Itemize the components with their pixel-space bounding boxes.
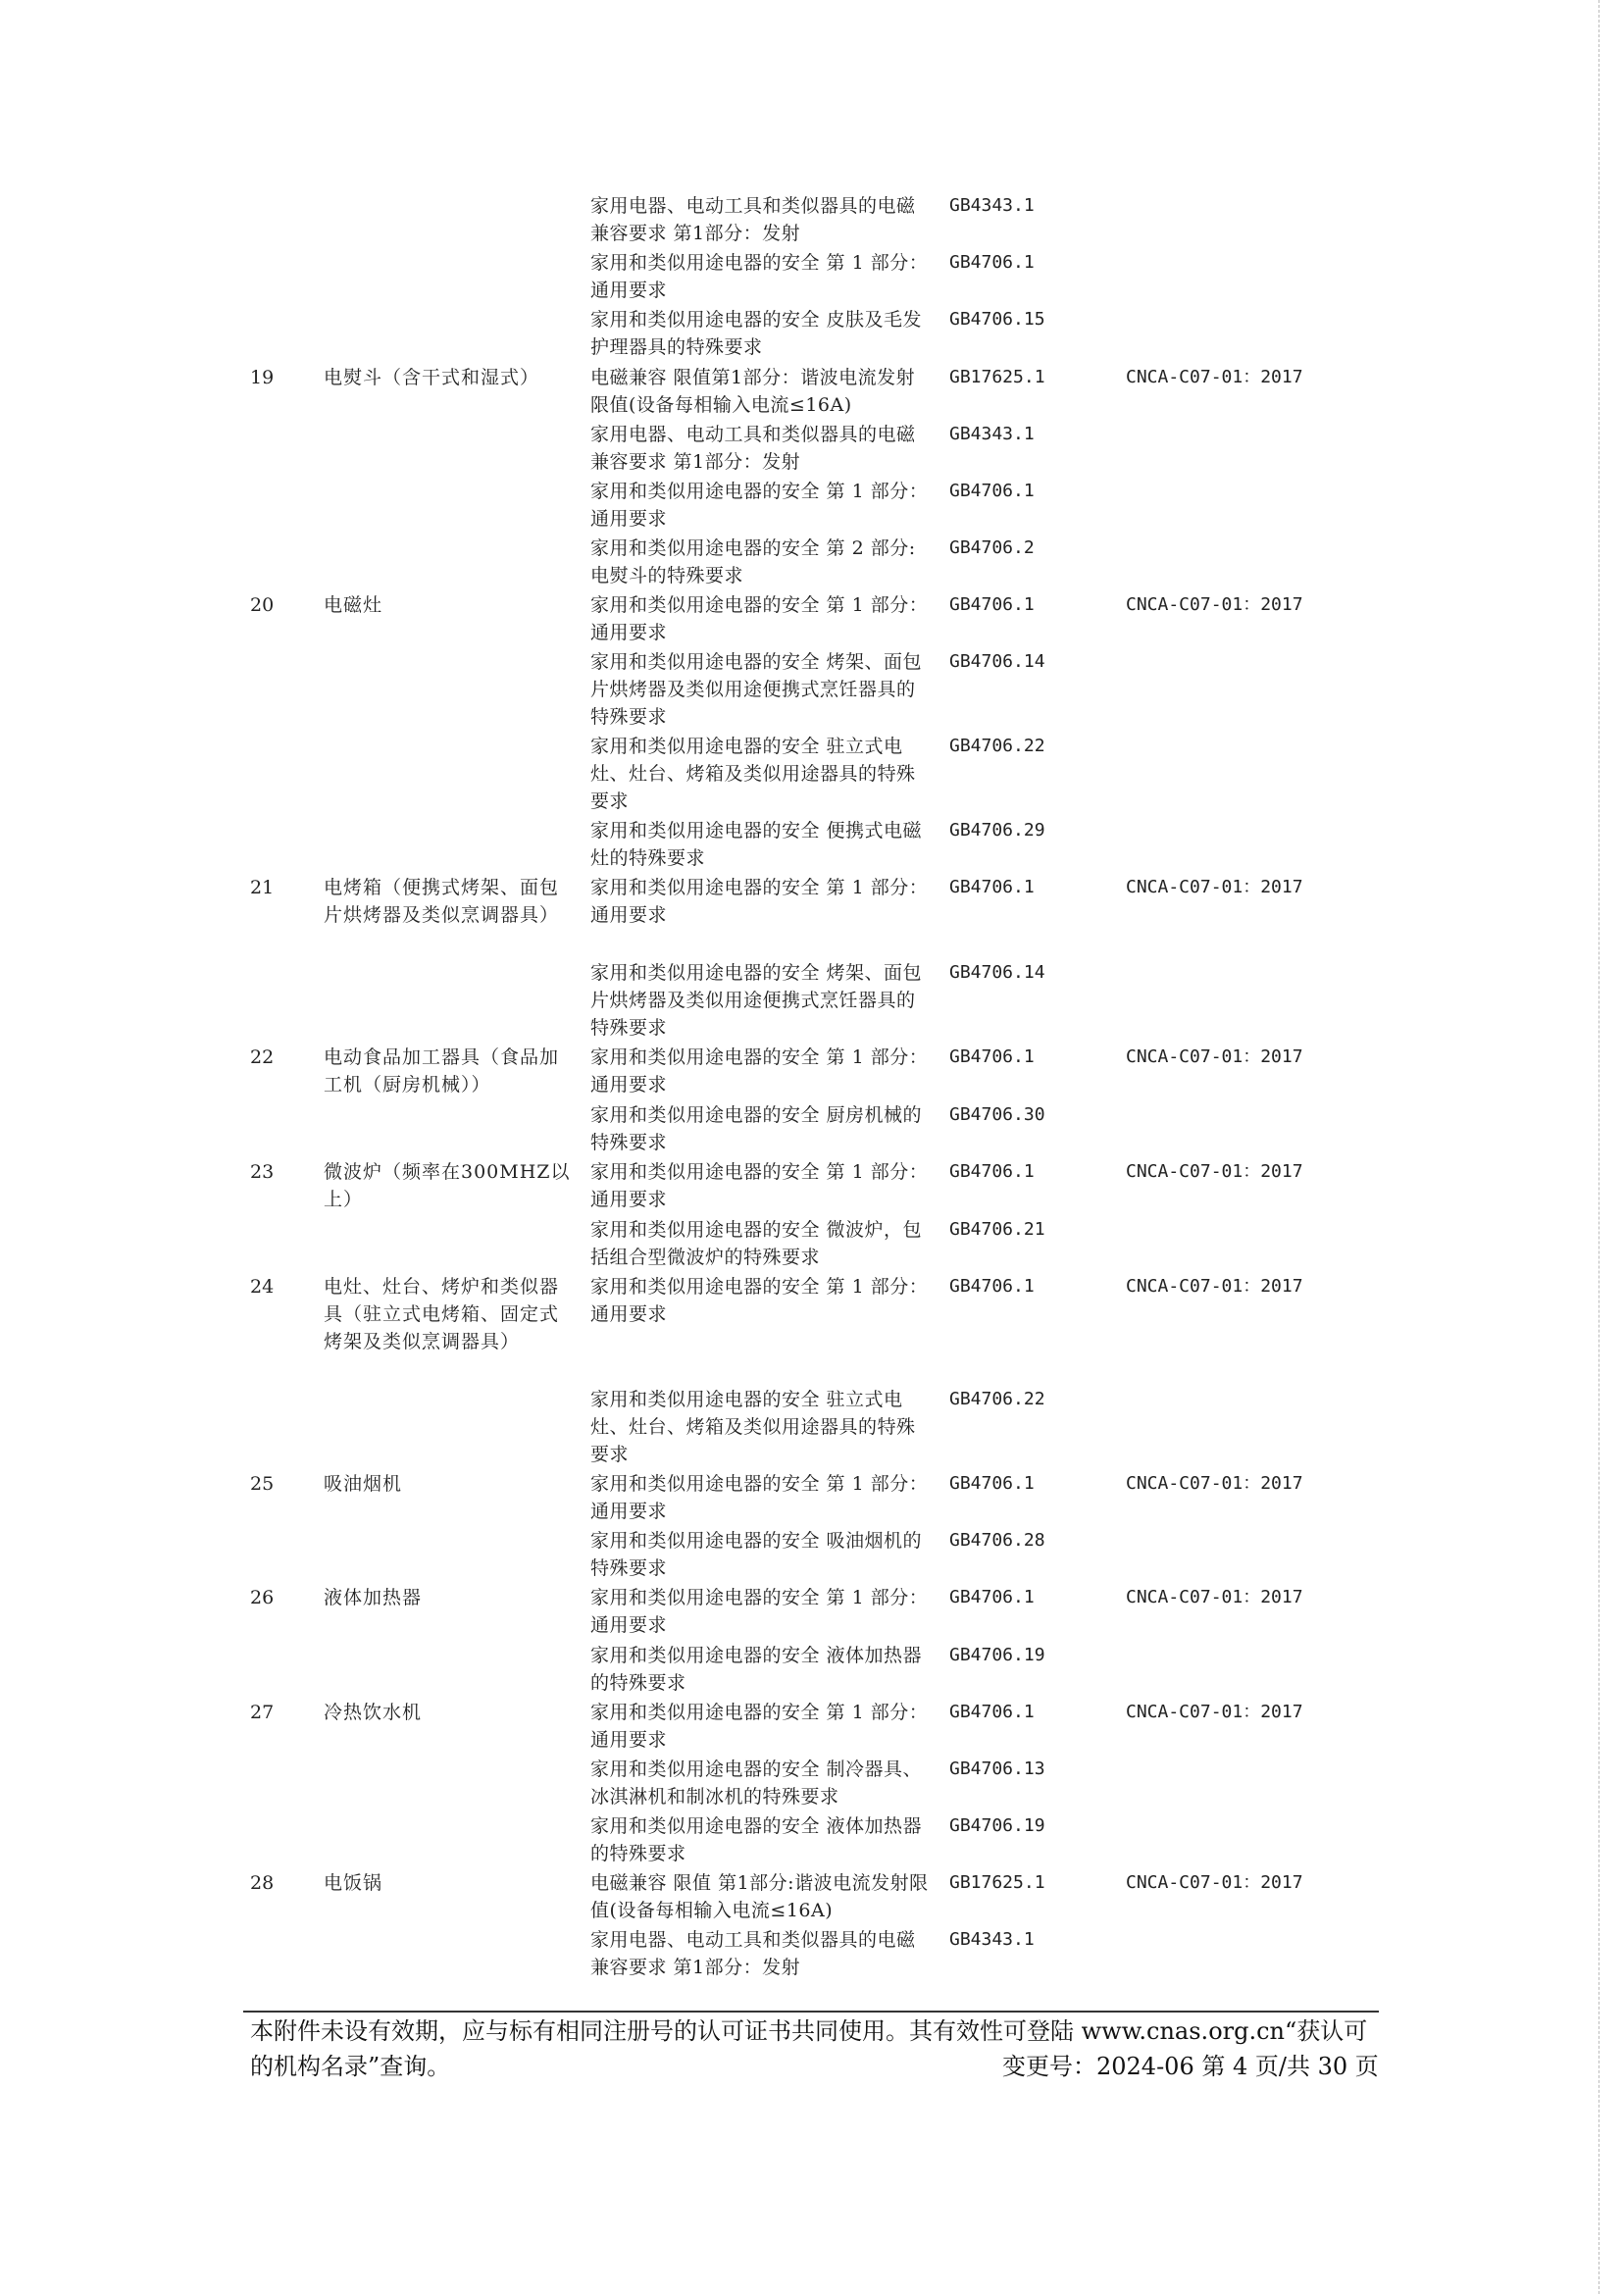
table-row bbox=[0, 1756, 1624, 1812]
footer-validity-note-cont: 的机构名录”查询。 bbox=[250, 2053, 451, 2080]
table-row bbox=[0, 1044, 1624, 1101]
item-number: 26 bbox=[250, 1587, 275, 1608]
table-row bbox=[0, 1926, 1624, 1983]
standard-name: 家用和类似用途电器的安全 便携式电磁灶的特殊要求 bbox=[590, 820, 923, 869]
item-number: 20 bbox=[250, 594, 275, 616]
footer-validity-note: 本附件未设有效期，应与标有相同注册号的认可证书共同使用。其有效性可登陆 www.cnas.org.cn“获认可 bbox=[250, 2017, 1368, 2045]
standard-name: 家用和类似用途电器的安全 液体加热器的特殊要求 bbox=[590, 1645, 923, 1694]
standard-name: 家用和类似用途电器的安全 第 1 部分：通用要求 bbox=[590, 1046, 929, 1096]
item-number: 24 bbox=[250, 1276, 275, 1298]
standard-name: 家用电器、电动工具和类似器具的电磁兼容要求 第1部分：发射 bbox=[590, 1929, 916, 1978]
standard-code: GB4706.21 bbox=[949, 1219, 1045, 1240]
standard-code: GB4706.1 bbox=[949, 1473, 1035, 1494]
standard-code: GB4706.22 bbox=[949, 1389, 1045, 1409]
table-row bbox=[0, 1584, 1624, 1642]
standard-name: 家用和类似用途电器的安全 制冷器具、冰淇淋机和制冰机的特殊要求 bbox=[590, 1759, 923, 1808]
item-number: 22 bbox=[250, 1046, 275, 1068]
product-name: 液体加热器 bbox=[324, 1587, 423, 1608]
standard-code: GB4706.22 bbox=[949, 736, 1045, 756]
implementation-rule: CNCA-C07-01：2017 bbox=[1126, 1276, 1303, 1297]
standard-code: GB17625.1 bbox=[949, 1872, 1045, 1893]
table-row bbox=[0, 1386, 1624, 1470]
standard-name: 家用和类似用途电器的安全 第 1 部分：通用要求 bbox=[590, 877, 929, 926]
implementation-rule: CNCA-C07-01：2017 bbox=[1126, 1702, 1303, 1722]
product-name: 电烤箱（便携式烤架、面包片烘烤器及类似烹调器具） bbox=[324, 877, 560, 926]
standard-name: 家用和类似用途电器的安全 第 1 部分：通用要求 bbox=[590, 1161, 929, 1210]
implementation-rule: CNCA-C07-01：2017 bbox=[1126, 1587, 1303, 1607]
implementation-rule: CNCA-C07-01：2017 bbox=[1126, 877, 1303, 897]
standard-code: GB4706.1 bbox=[949, 1587, 1035, 1607]
table-row bbox=[0, 192, 1624, 249]
standard-name: 家用和类似用途电器的安全 烤架、面包片烘烤器及类似用途便携式烹饪器具的特殊要求 bbox=[590, 962, 923, 1039]
footer-page-info: 变更号：2024-06 第 4 页/共 30 页 bbox=[1002, 2053, 1379, 2080]
item-number: 23 bbox=[250, 1161, 275, 1183]
product-name: 电饭锅 bbox=[324, 1872, 383, 1894]
standard-name: 家用和类似用途电器的安全 第 1 部分：通用要求 bbox=[590, 1473, 929, 1522]
table-row bbox=[0, 817, 1624, 874]
implementation-rule: CNCA-C07-01：2017 bbox=[1126, 1161, 1303, 1182]
standard-name: 家用电器、电动工具和类似器具的电磁兼容要求 第1部分：发射 bbox=[590, 195, 916, 244]
standard-code: GB4706.14 bbox=[949, 651, 1045, 672]
standard-name: 家用和类似用途电器的安全 厨房机械的特殊要求 bbox=[590, 1104, 923, 1153]
standard-name: 家用和类似用途电器的安全 第 1 部分：通用要求 bbox=[590, 1276, 929, 1325]
standard-code: GB4343.1 bbox=[949, 1929, 1035, 1950]
table-row bbox=[0, 648, 1624, 733]
standard-code: GB4706.1 bbox=[949, 877, 1035, 897]
item-number: 27 bbox=[250, 1702, 275, 1723]
table-row bbox=[0, 1470, 1624, 1527]
standard-code: GB4706.1 bbox=[949, 1702, 1035, 1722]
standard-code: GB4706.28 bbox=[949, 1530, 1045, 1551]
standard-name: 电磁兼容 限值第1部分：谐波电流发射限值(设备每相输入电流≤16A) bbox=[590, 367, 916, 416]
standard-code: GB4706.1 bbox=[949, 252, 1035, 273]
standard-code: GB4706.13 bbox=[949, 1759, 1045, 1779]
table-row bbox=[0, 1273, 1624, 1386]
table-row bbox=[0, 364, 1624, 421]
table-row bbox=[0, 959, 1624, 1044]
standard-name: 家用电器、电动工具和类似器具的电磁兼容要求 第1部分：发射 bbox=[590, 424, 916, 473]
standard-code: GB4343.1 bbox=[949, 424, 1035, 444]
product-name: 电磁灶 bbox=[324, 594, 383, 616]
standard-code: GB4706.14 bbox=[949, 962, 1045, 983]
standard-code: GB4343.1 bbox=[949, 195, 1035, 216]
table-row bbox=[0, 591, 1624, 648]
standard-code: GB4706.1 bbox=[949, 481, 1035, 501]
implementation-rule: CNCA-C07-01：2017 bbox=[1126, 1872, 1303, 1893]
standard-code: GB4706.1 bbox=[949, 1046, 1035, 1067]
item-number: 19 bbox=[250, 367, 275, 388]
table-row bbox=[0, 1527, 1624, 1584]
standard-name: 家用和类似用途电器的安全 吸油烟机的特殊要求 bbox=[590, 1530, 923, 1579]
item-number: 21 bbox=[250, 877, 275, 898]
table-row bbox=[0, 1869, 1624, 1926]
table-row bbox=[0, 1812, 1624, 1869]
table-row bbox=[0, 1158, 1624, 1216]
product-name: 电灶、灶台、烤炉和类似器具（驻立式电烤箱、固定式烤架及类似烹调器具） bbox=[324, 1276, 560, 1352]
standard-code: GB4706.15 bbox=[949, 309, 1045, 330]
standard-name: 家用和类似用途电器的安全 第 1 部分：通用要求 bbox=[590, 481, 929, 530]
table-row bbox=[0, 249, 1624, 306]
table-row bbox=[0, 535, 1624, 591]
standard-name: 家用和类似用途电器的安全 第 2 部分:电熨斗的特殊要求 bbox=[590, 537, 916, 586]
standard-name: 家用和类似用途电器的安全 微波炉，包括组合型微波炉的特殊要求 bbox=[590, 1219, 923, 1268]
table-row bbox=[0, 306, 1624, 364]
table-row bbox=[0, 421, 1624, 478]
standard-name: 家用和类似用途电器的安全 第 1 部分：通用要求 bbox=[590, 1702, 929, 1751]
standard-name: 家用和类似用途电器的安全 皮肤及毛发护理器具的特殊要求 bbox=[590, 309, 923, 358]
item-number: 25 bbox=[250, 1473, 275, 1495]
standard-code: GB4706.1 bbox=[949, 594, 1035, 615]
standard-code: GB4706.2 bbox=[949, 537, 1035, 558]
product-name: 冷热饮水机 bbox=[324, 1702, 423, 1723]
standard-name: 家用和类似用途电器的安全 驻立式电灶、灶台、烤箱及类似用途器具的特殊要求 bbox=[590, 736, 916, 812]
table-row bbox=[0, 1101, 1624, 1158]
table-row bbox=[0, 733, 1624, 817]
implementation-rule: CNCA-C07-01：2017 bbox=[1126, 1046, 1303, 1067]
implementation-rule: CNCA-C07-01：2017 bbox=[1126, 1473, 1303, 1494]
table-row bbox=[0, 1642, 1624, 1699]
table-row bbox=[0, 874, 1624, 959]
table-row bbox=[0, 1699, 1624, 1756]
standard-code: GB4706.30 bbox=[949, 1104, 1045, 1125]
implementation-rule: CNCA-C07-01：2017 bbox=[1126, 594, 1303, 615]
standard-name: 家用和类似用途电器的安全 烤架、面包片烘烤器及类似用途便携式烹饪器具的特殊要求 bbox=[590, 651, 923, 728]
table-row bbox=[0, 478, 1624, 535]
standard-name: 电磁兼容 限值 第1部分:谐波电流发射限值(设备每相输入电流≤16A) bbox=[590, 1872, 929, 1921]
standard-code: GB17625.1 bbox=[949, 367, 1045, 387]
product-name: 吸油烟机 bbox=[324, 1473, 403, 1495]
standard-name: 家用和类似用途电器的安全 第 1 部分：通用要求 bbox=[590, 252, 929, 301]
table-row bbox=[0, 1216, 1624, 1273]
standard-code: GB4706.1 bbox=[949, 1276, 1035, 1297]
standard-code: GB4706.19 bbox=[949, 1645, 1045, 1665]
item-number: 28 bbox=[250, 1872, 275, 1894]
product-name: 微波炉（频率在300MHZ以上） bbox=[324, 1161, 571, 1210]
product-name: 电动食品加工器具（食品加工机（厨房机械）） bbox=[324, 1046, 560, 1096]
standard-name: 家用和类似用途电器的安全 驻立式电灶、灶台、烤箱及类似用途器具的特殊要求 bbox=[590, 1389, 916, 1465]
standard-code: GB4706.29 bbox=[949, 820, 1045, 841]
footer-divider bbox=[243, 2011, 1379, 2013]
standard-code: GB4706.19 bbox=[949, 1815, 1045, 1836]
product-name: 电熨斗（含干式和湿式） bbox=[324, 367, 540, 388]
implementation-rule: CNCA-C07-01：2017 bbox=[1126, 367, 1303, 387]
standard-name: 家用和类似用途电器的安全 液体加热器的特殊要求 bbox=[590, 1815, 923, 1864]
standard-code: GB4706.1 bbox=[949, 1161, 1035, 1182]
standard-name: 家用和类似用途电器的安全 第 1 部分：通用要求 bbox=[590, 594, 929, 643]
product-standards-table bbox=[0, 192, 1624, 1983]
standard-name: 家用和类似用途电器的安全 第 1 部分：通用要求 bbox=[590, 1587, 929, 1636]
